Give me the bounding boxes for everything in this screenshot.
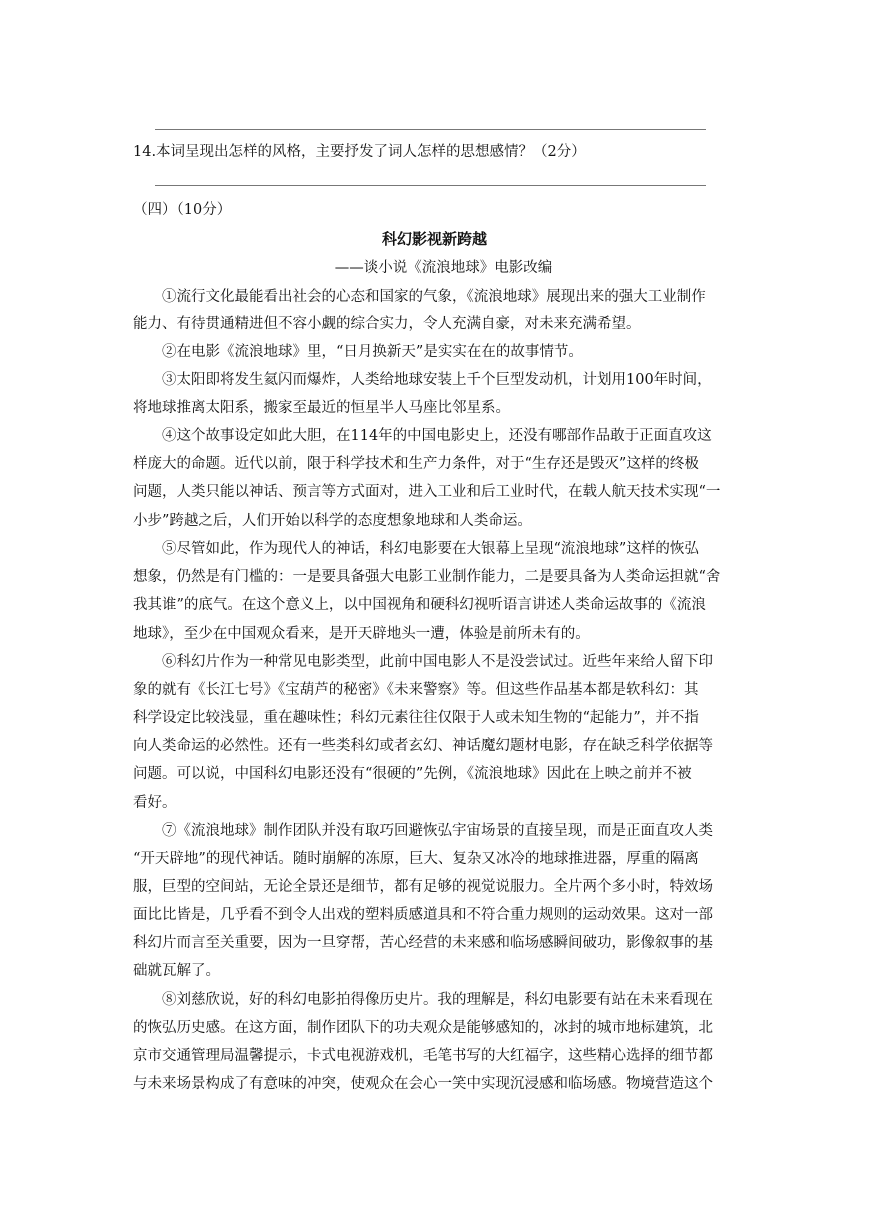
question-14: 14.本词呈现出怎样的风格，主要抒发了词人怎样的思想感情？（2分） [133, 144, 586, 160]
section-label: （四）（10分） [133, 202, 232, 218]
paragraph-line: 样庞大的命题。近代以前，限于科学技术和生产力条件，对于“生存还是毁灭”这样的终极 [133, 456, 699, 472]
paragraph-line: 向人类命运的必然性。还有一些类科幻或者玄幻、神话魔幻题材电影，存在缺乏科学依据等 [133, 738, 713, 754]
paragraph-line: 想象，仍然是有门槛的：一是要具备强大电影工业制作能力，二是要具备为人类命运担就“舍 [133, 569, 721, 585]
paragraph-line: 我其谁”的底气。在这个意义上，以中国视角和硬科幻视听语言讲述人类命运故事的《流浪 [133, 597, 706, 613]
answer-line [155, 129, 706, 130]
paragraph-line: 问题。可以说，中国科幻电影还没有“很硬的”先例，《流浪地球》因此在上映之前并不被 [133, 766, 692, 782]
paragraph-first-line: ⑥科幻片作为一种常见电影类型，此前中国电影人不是没尝试过。近些年来给人留下印 [162, 654, 713, 670]
paragraph-line: 与未来场景构成了有意味的冲突，使观众在会心一笑中实现沉浸感和临场感。物境营造这个 [133, 1076, 713, 1092]
article-title: 科幻影视新跨越 [381, 230, 487, 248]
paragraph-line: 小步”跨越之后，人们开始以科学的态度想象地球和人类命运。 [133, 513, 532, 529]
paragraph-line: 将地球推离太阳系，搬家至最近的恒星半人马座比邻星系。 [133, 400, 510, 416]
paragraph-line: 科幻片而言至关重要，因为一旦穿帮，苦心经营的未来感和临场感瞬间破功，影像叙事的基 [133, 935, 713, 951]
paragraph-line: 服，巨型的空间站，无论全景还是细节，都有足够的视觉说服力。全片两个多小时，特效场 [133, 879, 713, 895]
paragraph-first-line: ④这个故事设定如此大胆，在114年的中国电影史上，还没有哪部作品敢于正面直攻这 [162, 428, 712, 444]
paragraph-line: “开天辟地”的现代神话。随时崩解的冻原，巨大、复杂又冰冷的地球推进器，厚重的隔离 [133, 851, 699, 867]
paragraph-first-line: ⑤尽管如此，作为现代人的神话，科幻电影要在大银幕上呈现“流浪地球”这样的恢弘 [162, 541, 699, 557]
paragraph-line: 京市交通管理局温馨提示，卡式电视游戏机，毛笔书写的大红福字，这些精心选择的细节都 [133, 1048, 713, 1064]
paragraph-line: 科学设定比较浅显，重在趣味性；科幻元素往往仅限于人或未知生物的“起能力”，并不指 [133, 710, 699, 726]
paragraph-line: 象的就有《长江七号》《宝葫芦的秘密》《未来警察》等。但这些作品基本都是软科幻：其 [133, 682, 699, 698]
paragraph-first-line: ①流行文化最能看出社会的心态和国家的气象，《流浪地球》展现出来的强大工业制作 [162, 289, 706, 305]
answer-line [155, 185, 706, 186]
paragraph-line: 地球》，至少在中国观众看来，是开天辟地头一遭，体验是前所未有的。 [133, 626, 590, 642]
paragraph-first-line: ③太阳即将发生氦闪而爆炸，人类给地球安装上千个巨型发动机，计划用100年时间， [162, 372, 712, 388]
paragraph-line: 问题，人类只能以神话、预言等方式面对，进入工业和后工业时代，在载人航天技术实现“一 [133, 484, 721, 500]
article-subtitle: ——谈小说《流浪地球》电影改编 [334, 260, 553, 276]
paragraph-line: 看好。 [133, 795, 177, 811]
paragraph-first-line: ②在电影《流浪地球》里，“日月换新天”是实实在在的故事情节。 [162, 344, 583, 360]
paragraph-first-line: ⑧刘慈欣说，好的科幻电影拍得像历史片。我的理解是，科幻电影要有站在未来看现在 [162, 992, 713, 1008]
paragraph-line: 面比比皆是，几乎看不到令人出戏的塑料质感道具和不符合重力规则的运动效果。这对一部 [133, 907, 713, 923]
paragraph-line: 能力、有待贯通精进但不容小觑的综合实力，令人充满自豪，对未来充满希望。 [133, 316, 641, 332]
paragraph-first-line: ⑦《流浪地球》制作团队并没有取巧回避恢弘宇宙场景的直接呈现，而是正面直攻人类 [162, 823, 713, 839]
paragraph-line: 的恢弘历史感。在这方面，制作团队下的功夫观众是能够感知的，冰封的城市地标建筑，北 [133, 1020, 713, 1036]
paragraph-line: 础就瓦解了。 [133, 963, 220, 979]
